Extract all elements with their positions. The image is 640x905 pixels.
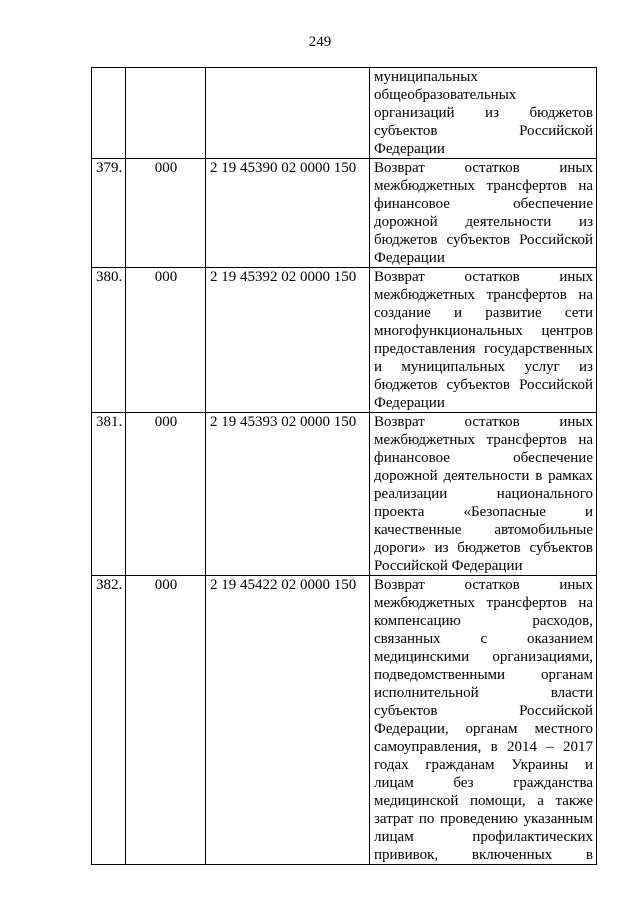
description-line: связанных с оказанием (374, 631, 593, 647)
row-number-cell: 382. (92, 576, 126, 865)
description-line: финансовое обеспечение (374, 196, 593, 212)
description-line: муниципальных (374, 69, 478, 85)
description-line: годах гражданам Украины и (374, 757, 593, 773)
description-line: бюджетов субъектов Российской (374, 377, 593, 393)
row-number-cell: 379. (92, 159, 126, 268)
description-line: Возврат остатков иных (374, 160, 593, 176)
description-line: предоставления государственных (374, 341, 593, 357)
budget-classification-code-cell: 2 19 45422 02 0000 150 (206, 576, 370, 865)
description-line: подведомственными органам (374, 667, 593, 683)
budget-codes-table (91, 67, 597, 865)
row-number-cell: 380. (92, 268, 126, 413)
description-line: лицам профилактических (374, 829, 593, 845)
description-line: Российской Федерации (374, 558, 523, 574)
description-line: Федерации (374, 250, 445, 266)
description-line: дорожной деятельности в рамках (374, 468, 593, 484)
table-row (92, 268, 597, 413)
table-row (92, 159, 597, 268)
description-line: межбюджетных трансфертов на (374, 432, 593, 448)
table-row (92, 413, 597, 576)
description-line: субъектов Российской (374, 123, 593, 139)
description-line: создание и развитие сети (374, 305, 593, 321)
row-number-cell (92, 68, 126, 159)
table-body (92, 68, 597, 865)
administrator-code-cell: 000 (126, 576, 206, 865)
description-line: качественные автомобильные (374, 522, 593, 538)
budget-classification-code-cell (206, 68, 370, 159)
table-row (92, 576, 597, 865)
administrator-code-cell (126, 68, 206, 159)
description-line: самоуправления, в 2014 – 2017 (374, 739, 593, 755)
description-line: многофункциональных центров (374, 323, 593, 339)
description-line: субъектов Российской (374, 703, 593, 719)
description-line: дороги» из бюджетов субъектов (374, 540, 593, 556)
description-cell (370, 68, 597, 159)
budget-classification-code-cell: 2 19 45392 02 0000 150 (206, 268, 370, 413)
description-line: исполнительной власти (374, 685, 593, 701)
administrator-code-cell: 000 (126, 268, 206, 413)
table-row (92, 68, 597, 159)
description-line: Возврат остатков иных (374, 577, 593, 593)
description-line: межбюджетных трансфертов на (374, 178, 593, 194)
description-line: и муниципальных услуг из (374, 359, 593, 375)
description-line: прививок, включенных в (374, 847, 593, 863)
budget-classification-code-cell: 2 19 45390 02 0000 150 (206, 159, 370, 268)
description-cell (370, 268, 597, 413)
description-line: Федерации (374, 395, 445, 411)
description-line: лицам без гражданства (374, 775, 593, 791)
budget-classification-code-cell: 2 19 45393 02 0000 150 (206, 413, 370, 576)
description-line: финансовое обеспечение (374, 450, 593, 466)
description-line: организаций из бюджетов (374, 105, 593, 121)
description-line: компенсацию расходов, (374, 613, 593, 629)
description-line: Возврат остатков иных (374, 414, 593, 430)
description-line: Возврат остатков иных (374, 269, 593, 285)
administrator-code-cell: 000 (126, 159, 206, 268)
description-line: медицинской помощи, а также (374, 793, 593, 809)
description-line: межбюджетных трансфертов на (374, 595, 593, 611)
description-line: общеобразовательных (374, 87, 517, 103)
description-line: затрат по проведению указанным (374, 811, 593, 827)
description-line: бюджетов субъектов Российской (374, 232, 593, 248)
description-line: проекта «Безопасные и (374, 504, 593, 520)
description-line: Федерации, органам местного (374, 721, 593, 737)
description-line: Федерации (374, 141, 445, 157)
description-line: дорожной деятельности из (374, 214, 593, 230)
row-number-cell: 381. (92, 413, 126, 576)
description-line: реализации национального (374, 486, 593, 502)
page-number: 249 (308, 34, 332, 50)
description-cell (370, 159, 597, 268)
description-line: межбюджетных трансфертов на (374, 287, 593, 303)
administrator-code-cell: 000 (126, 413, 206, 576)
description-cell (370, 413, 597, 576)
description-cell (370, 576, 597, 865)
description-line: медицинскими организациями, (374, 649, 593, 665)
